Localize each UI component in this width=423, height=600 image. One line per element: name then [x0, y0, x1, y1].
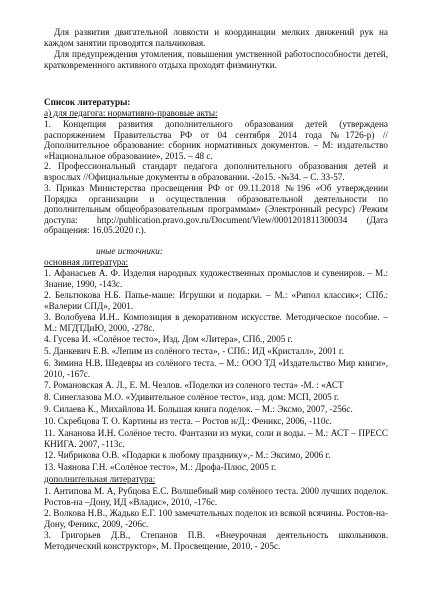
main-item-3: 3. Волобуева И.Н.. Композиция в декоративном искусстве. Методическое пособие. – М.: МГДТДиЮ, 2000, -278с.	[44, 312, 388, 333]
main-item-8: 8. Синеглазова М.О. «Удивительное солёное тесто», изд. дом: МСП, 2005 г.	[44, 392, 340, 402]
intro-paragraph-physical-minutes: Для предупреждения утомления, повышения умственной работоспособности детей, кратковременного активного отдыха проходят физминутки.	[44, 49, 388, 70]
for-teacher-subheading: а) для педагога: нормативно-правовые акты:	[44, 108, 218, 118]
intro-paragraph-finger-games: Для развития двигательной ловкости и координации мелких движений рук на каждом занятии проводятся пальчиковая.	[44, 27, 388, 48]
main-item-5: 5. Данкевич Е.В. «Лепим из солёного теста», - СПб.: ИД «Кристалл», 2001 г.	[44, 346, 344, 356]
additional-item-2: 2. Волкова Н.В., Жадько Е.Г. 100 замечательных поделок из всякой всячины. Ростов-на-Дону, Феникс, 2009, -206с.	[44, 508, 388, 529]
main-item-6: 6. Зимина Н.В. Шедевры из солёного теста. – М.: ООО ТД «Издательство Мир книги», 2010, -167с.	[44, 358, 388, 379]
main-item-11: 11. Хананова И.Н. Солёное тесто. Фантазии из муки, соли и воды. – М.: АСТ – ПРЕСС КНИГА. 2007, -113с.	[44, 428, 388, 449]
main-item-13: 13. Чаянова Г.Н. «Солёное тесто», М.: Дрофа-Плюс, 2005 г.	[44, 462, 277, 472]
additional-item-1: 1. Антипова М. А, Рубцова Е.С. Волшебный мир солёного теста. 2000 лучших поделок. Ростов-на –Дону, ИД «Владис», 2010, -176с.	[44, 486, 388, 507]
literature-heading: Список литературы:	[44, 97, 131, 107]
main-item-9: 9. Силаева К., Михайлова И. Большая книга поделок. – М.: Эксмо, 2007, -256с.	[44, 404, 353, 414]
main-item-12: 12. Чибрикова О.В. «Подарки к любому празднику»,- М.: Эксимо, 2006 г.	[44, 450, 331, 460]
main-item-7: 7. Романовская А. Л., Е. М. Чезлов. «Поделки из соленого теста» -М. : «АСТ	[44, 380, 344, 390]
legal-item-1: 1. Концепция развития дополнительного образования детей (утверждена распоряжением Правительства РФ от 04 сентября 2014 года №1726-р) // Дополнительное образование: сборник нормативных документов. – М: издательство «Национальное образование», 2015. – 48 с.	[44, 119, 388, 161]
legal-item-2: 2. Профессиональный стандарт педагога дополнительного образования детей и взрослых //Официальные документы в образовании. -2о15. -№34. – С. 33-57.	[44, 161, 388, 182]
legal-item-3: 3. Приказ Министерства просвещения РФ от 09.11.2018 №196 «Об утверждении Порядка организации и осуществления образовательной деятельности по дополнительным общеобразовательным программам» (Электронный ресурс) /Режим доступа: http://publication.pravo.gov.ru/Document/View/0001201811300034 (Дата обращения: 16.05.2020 г.).	[44, 183, 388, 236]
main-literature-subheading: основная литература:	[44, 257, 129, 267]
main-item-2: 2. Бельтюкова Н.Б. Папье-маше: Игрушки и подарки. – М.: «Рипол классик»; СПб.: «Валерии СПД», 2001.	[44, 290, 388, 311]
additional-literature-subheading: дополнительная литература:	[44, 474, 156, 484]
main-item-10: 10. Скребцова Т. О. Картины из теста. – Ростов н/Д.: Феникс, 2006, -110с.	[44, 416, 332, 426]
main-item-1: 1. Афанасьев А. Ф. Изделия народных художественных промыслов и сувениров. – М.: Знание, 1990, -143с.	[44, 268, 388, 289]
other-sources-label: иные источники:	[96, 246, 163, 256]
main-item-4: 4. Гусева И. «Солёное тесто», Изд. Дом «Литера», СПб., 2005 г.	[44, 334, 293, 344]
additional-item-3: 3. Григорьев Д.В., Степанов П.В. «Внеурочная деятельность школьников. Методический конструктор», М. Просвещение, 2010, - 205с.	[44, 530, 388, 551]
